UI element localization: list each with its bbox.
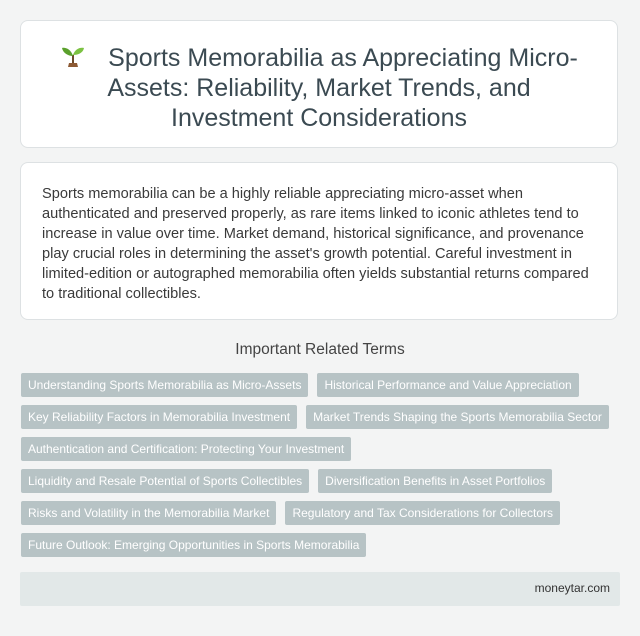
related-term-chip[interactable]: Understanding Sports Memorabilia as Micro-Assets [21,373,308,397]
summary-text: Sports memorabilia can be a highly reliable appreciating micro-asset when authenticated and preserved properly, as rare items linked to iconic athletes tend to increase in value over time. Market demand, historical significance, and provenance play crucial roles in determining the asset's growth potential. Careful investment in limited-edition or autographed memorabilia often yields substantial returns compared to traditional collectibles. [42,186,589,302]
related-term-chip[interactable]: Regulatory and Tax Considerations for Collectors [285,501,560,525]
related-term-chip[interactable]: Key Reliability Factors in Memorabilia Investment [21,405,297,429]
related-term-chip[interactable]: Future Outlook: Emerging Opportunities in Sports Memorabilia [21,533,366,557]
related-term-chip[interactable]: Diversification Benefits in Asset Portfolios [318,469,552,493]
related-term-chip[interactable]: Authentication and Certification: Protecting Your Investment [21,437,351,461]
footer-site-link[interactable]: moneytar.com [534,581,610,595]
related-term-chip[interactable]: Liquidity and Resale Potential of Sports Collectibles [21,469,309,493]
related-term-chip[interactable]: Market Trends Shaping the Sports Memorabilia Sector [306,405,609,429]
title-card [20,20,618,148]
related-terms-list [21,373,621,557]
related-term-chip[interactable]: Historical Performance and Value Appreciation [317,373,578,397]
page-title-text: Sports Memorabilia as Appreciating Micro-Assets: Reliability, Market Trends, and Investment Considerations [107,44,578,132]
sprout-icon [60,44,86,68]
related-terms-heading: Important Related Terms [235,341,405,358]
related-term-chip[interactable]: Risks and Volatility in the Memorabilia Market [21,501,276,525]
footer [20,572,620,606]
summary-card [20,162,618,320]
page-title [21,21,617,133]
